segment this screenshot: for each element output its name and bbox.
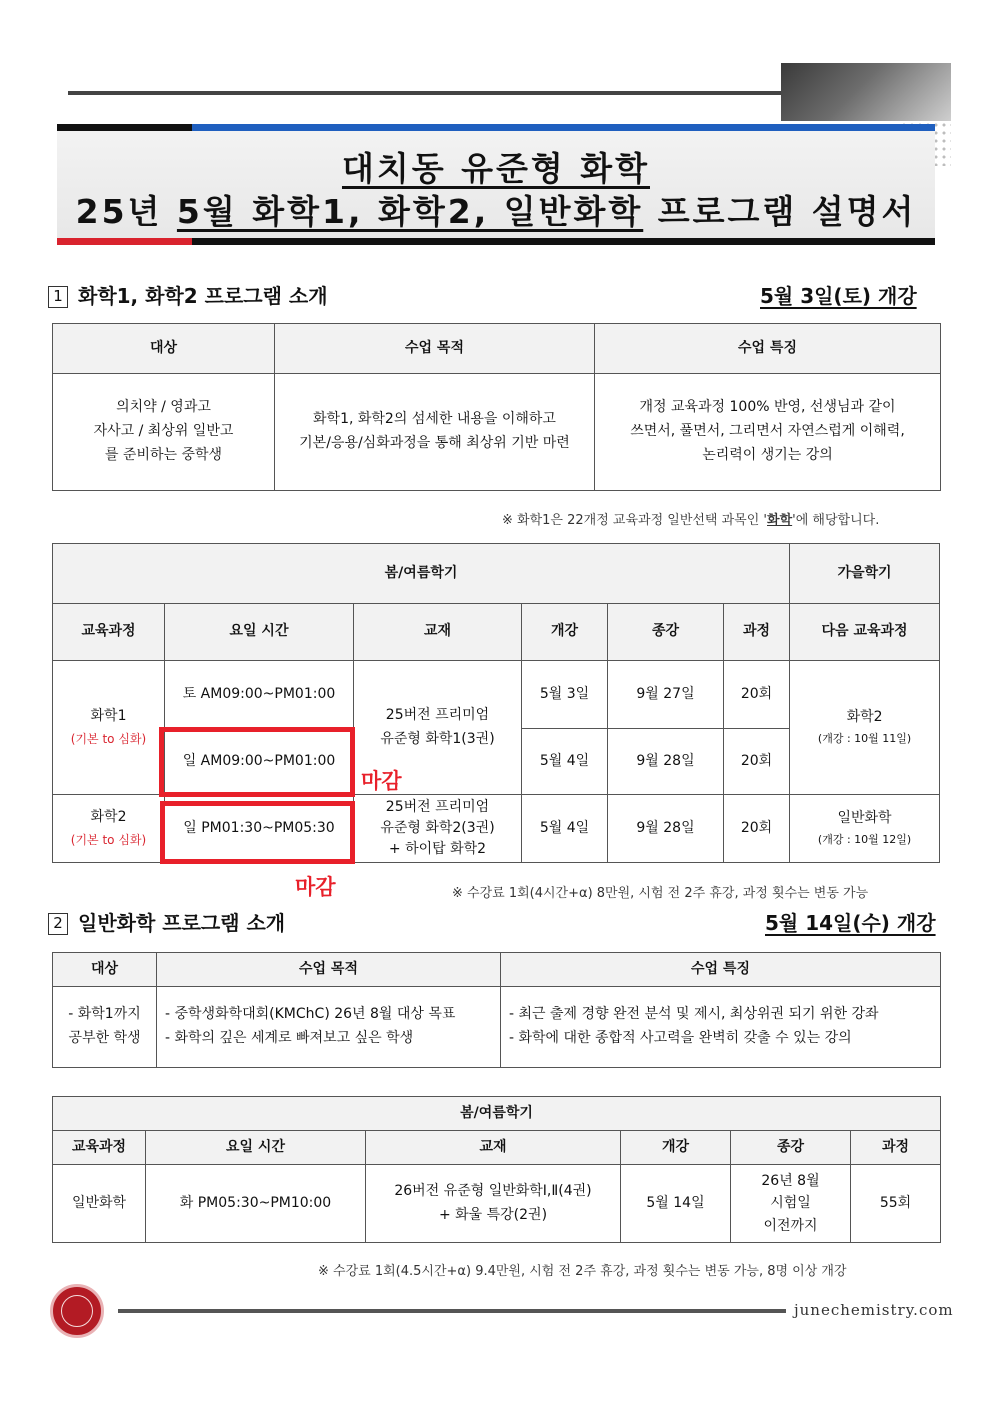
section2-intro-table	[52, 952, 941, 1068]
chem1-book: 25버전 프리미엄 유준형 화학1(3권)	[354, 661, 522, 795]
col-next: 다음 교육과정	[790, 604, 940, 661]
header-rule	[68, 91, 782, 95]
chem1-count-sat: 20회	[724, 661, 790, 729]
chem1-time-sat: 토 AM09:00~PM01:00	[165, 661, 354, 729]
website-url[interactable]: junechemistry.com	[794, 1301, 954, 1319]
deadline-box-chem2	[160, 801, 355, 864]
header-purpose: 수업 목적	[275, 324, 595, 374]
section1-opening-date: 5월 3일(토) 개강	[760, 284, 917, 308]
corner-decoration	[781, 63, 951, 121]
genchem-book: 26버전 유준형 일반화학Ⅰ,Ⅱ(4권) + 화울 특강(2권)	[366, 1165, 621, 1243]
target-cell: - 화학1까지 공부한 학생	[53, 987, 157, 1068]
col-end: 종강	[731, 1131, 851, 1165]
footer-rule	[118, 1309, 786, 1313]
deadline-label-2: 마감	[295, 875, 336, 899]
col-book: 교재	[354, 604, 522, 661]
fall-header: 가을학기	[790, 544, 940, 604]
chem1-end-sat: 9월 27일	[608, 661, 724, 729]
chem2-start: 5월 4일	[522, 795, 608, 863]
header-purpose: 수업 목적	[157, 953, 501, 987]
chem1-curriculum-note: ※ 화학1은 22개정 교육과정 일반선택 과목인 '화학'에 해당합니다.	[502, 513, 880, 528]
col-time: 요일 시간	[165, 604, 354, 661]
chem2-count: 20회	[724, 795, 790, 863]
section1-heading: 1 화학1, 화학2 프로그램 소개	[48, 280, 328, 309]
chem1-time-sun: 일 AM09:00~PM01:00	[165, 729, 354, 795]
section2-heading: 2 일반화학 프로그램 소개	[48, 907, 285, 936]
section2-opening-date: 5월 14일(수) 개강	[765, 911, 936, 935]
col-time: 요일 시간	[146, 1131, 366, 1165]
genchem-time: 화 PM05:30~PM10:00	[146, 1165, 366, 1243]
col-start: 개강	[522, 604, 608, 661]
features-cell: - 최근 출제 경향 완전 분석 및 제시, 최상위권 되기 위한 강좌 - 화학에 대한 종합적 사고력을 완벽히 갖출 수 있는 강의	[501, 987, 941, 1068]
chem2-end: 9월 28일	[608, 795, 724, 863]
title-bottom-bar	[57, 238, 935, 245]
chem2-course-cell: 화학2 (기본 to 심화)	[53, 795, 165, 863]
col-sessions: 과정	[851, 1131, 941, 1165]
chem2-book: 25버전 프리미엄 유준형 화학2(3권) + 하이탑 화학2	[354, 795, 522, 863]
target-cell: 의치약 / 영과고 자사고 / 최상위 일반고 를 준비하는 중학생	[53, 374, 275, 491]
chem1-course-cell: 화학1 (기본 to 심화)	[53, 661, 165, 795]
header-features: 수업 특징	[595, 324, 941, 374]
header-features: 수업 특징	[501, 953, 941, 987]
col-sessions: 과정	[724, 604, 790, 661]
genchem-course: 일반화학	[53, 1165, 146, 1243]
section2-fee-note: ※ 수강료 1회(4.5시간+α) 9.4만원, 시험 전 2주 휴강, 과정 횟수는 변동 가능, 8명 이상 개강	[318, 1264, 847, 1279]
purpose-cell: 화학1, 화학2의 섬세한 내용을 이해하고 기본/응용/심화과정을 통해 최상위 기반 마련	[275, 374, 595, 491]
genchem-end: 26년 8월 시험일 이전까지	[731, 1165, 851, 1243]
page-subtitle: 25년 5월 화학1, 화학2, 일반화학 프로그램 설명서	[75, 192, 917, 231]
chem1-end-sun: 9월 28일	[608, 729, 724, 795]
col-course: 교육과정	[53, 1131, 146, 1165]
section1-intro-table	[52, 323, 941, 491]
col-end: 종강	[608, 604, 724, 661]
academy-seal-logo	[50, 1284, 104, 1338]
section1-fee-note: ※ 수강료 1회(4시간+α) 8만원, 시험 전 2주 휴강, 과정 횟수는 변동 가능	[452, 886, 869, 901]
deadline-label-1: 마감	[361, 769, 402, 793]
chem1-start-sun: 5월 4일	[522, 729, 608, 795]
col-book: 교재	[366, 1131, 621, 1165]
header-target: 대상	[53, 953, 157, 987]
spring-summer-header: 봄/여름학기	[53, 1097, 941, 1131]
page-title: 대치동 유준형 화학	[341, 149, 650, 188]
spring-summer-header: 봄/여름학기	[53, 544, 790, 604]
chem2-next-course: 일반화학 (개강 : 10월 12일)	[790, 795, 940, 863]
col-course: 교육과정	[53, 604, 165, 661]
genchem-start: 5월 14일	[621, 1165, 731, 1243]
header-target: 대상	[53, 324, 275, 374]
features-cell: 개정 교육과정 100% 반영, 선생님과 같이 쓰면서, 풀면서, 그리면서 자연스럽게 이해력, 논리력이 생기는 강의	[595, 374, 941, 491]
col-start: 개강	[621, 1131, 731, 1165]
deadline-box-sunday-chem1	[159, 727, 355, 797]
chem1-count-sun: 20회	[724, 729, 790, 795]
section2-schedule-table	[52, 1096, 941, 1243]
purpose-cell: - 중학생화학대회(KMChC) 26년 8월 대상 목표 - 화학의 깊은 세계로 빠져보고 싶은 학생	[157, 987, 501, 1068]
chem1-next-course: 화학2 (개강 : 10월 11일)	[790, 661, 940, 795]
title-top-bar	[57, 124, 935, 131]
genchem-count: 55회	[851, 1165, 941, 1243]
chem2-time: 일 PM01:30~PM05:30	[165, 795, 354, 863]
chem1-start-sat: 5월 3일	[522, 661, 608, 729]
